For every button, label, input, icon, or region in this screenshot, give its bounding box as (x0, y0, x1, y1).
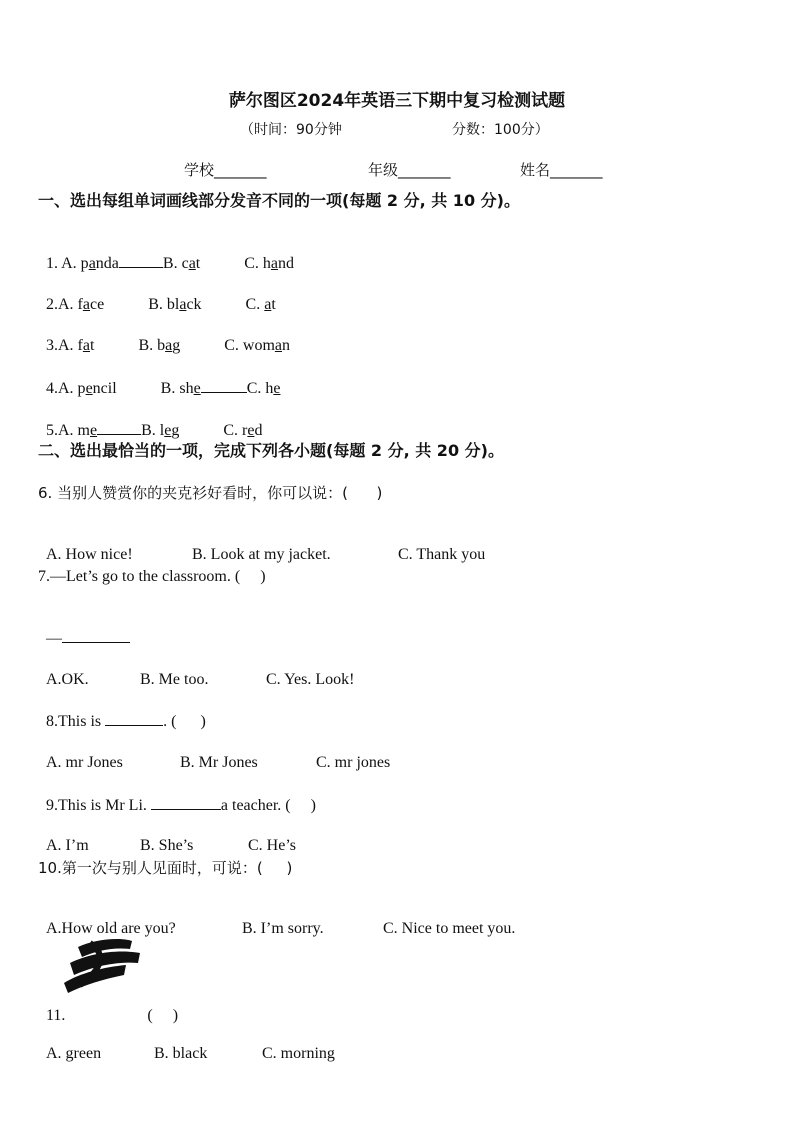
q4-option-c[interactable]: C. he (246, 380, 281, 397)
answer-blank[interactable] (119, 253, 163, 268)
q3-option-a[interactable]: A. fat (58, 337, 95, 354)
question-1: 1. A. panda B. cat C. hand (46, 255, 295, 272)
q7-option-c[interactable]: C. Yes. Look! (266, 671, 355, 688)
name-field[interactable]: 姓名_______ (520, 161, 603, 179)
section1-heading: 一、选出每组单词画线部分发音不同的一项(每题 2 分, 共 10 分)。 (38, 191, 520, 210)
q6-option-a[interactable]: A. How nice! (46, 546, 133, 563)
grade-field[interactable]: 年级_______ (368, 161, 451, 179)
q10-option-c[interactable]: C. Nice to meet you. (383, 920, 516, 937)
section2-heading: 二、选出最恰当的一项，完成下列各小题(每题 2 分, 共 20 分)。 (38, 441, 504, 460)
question-7-options (38, 650, 354, 690)
q1-option-a[interactable]: A. panda (61, 255, 119, 272)
q2-option-b[interactable]: B. black (148, 296, 202, 313)
q4-option-a[interactable]: A. pencil (58, 380, 117, 397)
q9-option-b[interactable]: B. She’s (140, 837, 194, 854)
question-2: 2.A. face B. black C. at (46, 296, 276, 313)
school-field[interactable]: 学校_______ (184, 161, 267, 179)
time-info: （时间：90分钟 (240, 122, 342, 138)
q11-option-c[interactable]: C. morning (262, 1045, 335, 1062)
q2-option-c[interactable]: C. at (245, 296, 276, 313)
q3-option-b[interactable]: B. bag (138, 337, 181, 354)
answer-blank[interactable] (97, 420, 141, 435)
q10-option-b[interactable]: B. I’m sorry. (242, 920, 324, 937)
question-3: 3.A. fat B. bag C. woman (46, 337, 291, 354)
question-9-options (38, 816, 296, 856)
q8-option-c[interactable]: C. mr jones (316, 754, 391, 771)
question-8-options (38, 733, 390, 773)
q6-option-b[interactable]: B. Look at my jacket. (192, 546, 331, 563)
q7-option-a[interactable]: A.OK. (46, 671, 89, 688)
q3-option-c[interactable]: C. woman (224, 337, 291, 354)
q1-option-c[interactable]: C. hand (244, 255, 295, 272)
score-info: 分数：100分） (452, 122, 549, 138)
q9-option-a[interactable]: A. I’m (46, 837, 89, 854)
answer-blank[interactable] (201, 378, 247, 393)
q5-option-b[interactable]: B. leg (141, 422, 180, 439)
question-4: 4.A. pencil B. she C. he (46, 380, 281, 397)
question-7-stem: 7.—Let’s go to the classroom. ( ) (38, 568, 266, 585)
q8-option-a[interactable]: A. mr Jones (46, 754, 123, 771)
answer-blank[interactable] (105, 711, 163, 726)
q1-option-b[interactable]: B. cat (162, 255, 201, 272)
q11-option-a[interactable]: A. green (46, 1045, 102, 1062)
question-8-stem: 8.This is . ( ) (46, 713, 206, 730)
question-10-options (38, 899, 515, 939)
q4-option-b[interactable]: B. she (160, 380, 201, 397)
q5-option-a[interactable]: A. me (58, 422, 98, 439)
q8-option-b[interactable]: B. Mr Jones (180, 754, 258, 771)
q5-option-c[interactable]: C. red (223, 422, 263, 439)
question-7-reply: — (38, 608, 130, 649)
question-11-options (38, 1024, 335, 1064)
question-5: 5.A. me B. leg C. red (46, 422, 263, 439)
question-11-stem: 11. ( ) (46, 1007, 179, 1024)
q2-option-a[interactable]: A. face (58, 296, 105, 313)
question-6-options (38, 525, 485, 565)
page-title: 萨尔图区2024年英语三下期中复习检测试题 (228, 91, 566, 111)
q11-option-b[interactable]: B. black (154, 1045, 208, 1062)
q10-option-a[interactable]: A.How old are you? (46, 920, 176, 937)
answer-blank[interactable] (62, 628, 130, 643)
answer-blank[interactable] (151, 795, 221, 810)
question-9-stem: 9.This is Mr Li. a teacher. ( ) (46, 797, 316, 814)
q6-option-c[interactable]: C. Thank you (398, 546, 486, 563)
question-10-stem: 10.第一次与别人见面时，可说：( ) (38, 859, 293, 877)
q9-option-c[interactable]: C. He’s (248, 837, 296, 854)
question-6-stem: 6. 当别人赞赏你的夹克衫好看时，你可以说：( ) (38, 484, 383, 502)
q7-option-b[interactable]: B. Me too. (140, 671, 209, 688)
